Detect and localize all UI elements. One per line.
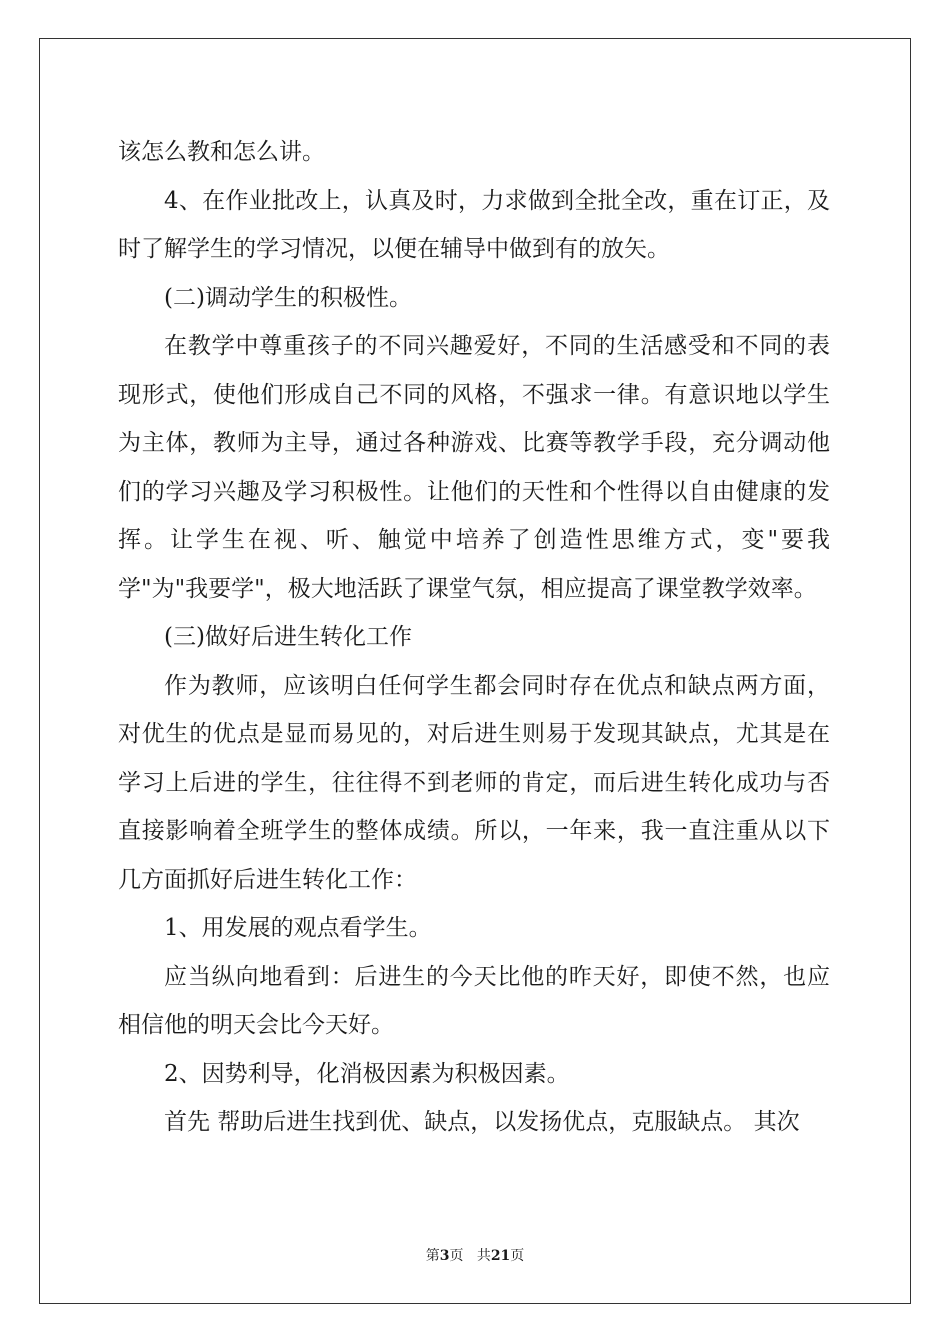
page-prefix: 第 — [425, 1248, 440, 1264]
list-item-1: 1、用发展的观点看学生。 — [164, 915, 432, 941]
section-heading-3: (三)做好后进生转化工作 — [164, 624, 412, 650]
total-suffix: 页 — [510, 1248, 525, 1264]
paragraph-2: 4、在作业批改上，认真及时，力求做到全批全改，重在订正，及时了解学生的学习情况，以便在辅导中做到有的放矢。 — [118, 187, 830, 262]
paragraph-5: 应当纵向地看到：后进生的今天比他的昨天好，即使不然，也应相信他的明天会比今天好。 — [118, 963, 830, 1038]
total-pages: 21 — [490, 1248, 511, 1264]
paragraph-4: 作为教师，应该明白任何学生都会同时存在优点和缺点两方面，对优生的优点是显而易见的，对后进生则易于发现其缺点，尤其是在学习上后进的学生，往往得不到老师的肯定，而后进生转化成功与否直接影响着全班学生的整体成绩。所以，一年来，我一直注重从以下几方面抓好后进生转化工作： — [118, 672, 830, 893]
page-footer — [0, 1245, 950, 1265]
page-number: 3 — [439, 1248, 450, 1264]
total-prefix: 共 — [476, 1248, 491, 1264]
paragraph-6: 首先 帮助后进生找到优、缺点，以发扬优点，克服缺点。 其次 — [164, 1109, 800, 1135]
list-item-2: 2、因势利导，化消极因素为积极因素。 — [164, 1060, 570, 1087]
paragraph-3: 在教学中尊重孩子的不同兴趣爱好，不同的生活感受和不同的表现形式，使他们形成自己不同的风格，不强求一律。有意识地以学生为主体，教师为主导，通过各种游戏、比赛等教学手段，充分调动他们的学习兴趣及学习积极性。让他们的天性和个性得以自由健康的发挥。让学生在视、听、触觉中培养了创造性思维方式，变"要我学"为"我要学"，极大地活跃了课堂气氛，相应提高了课堂教学效率。 — [118, 333, 830, 602]
page-suffix: 页 — [449, 1248, 464, 1264]
document-body — [118, 128, 830, 1147]
paragraph-1: 该怎么教和怎么讲。 — [118, 139, 325, 165]
section-heading-2: (二)调动学生的积极性。 — [164, 284, 412, 311]
